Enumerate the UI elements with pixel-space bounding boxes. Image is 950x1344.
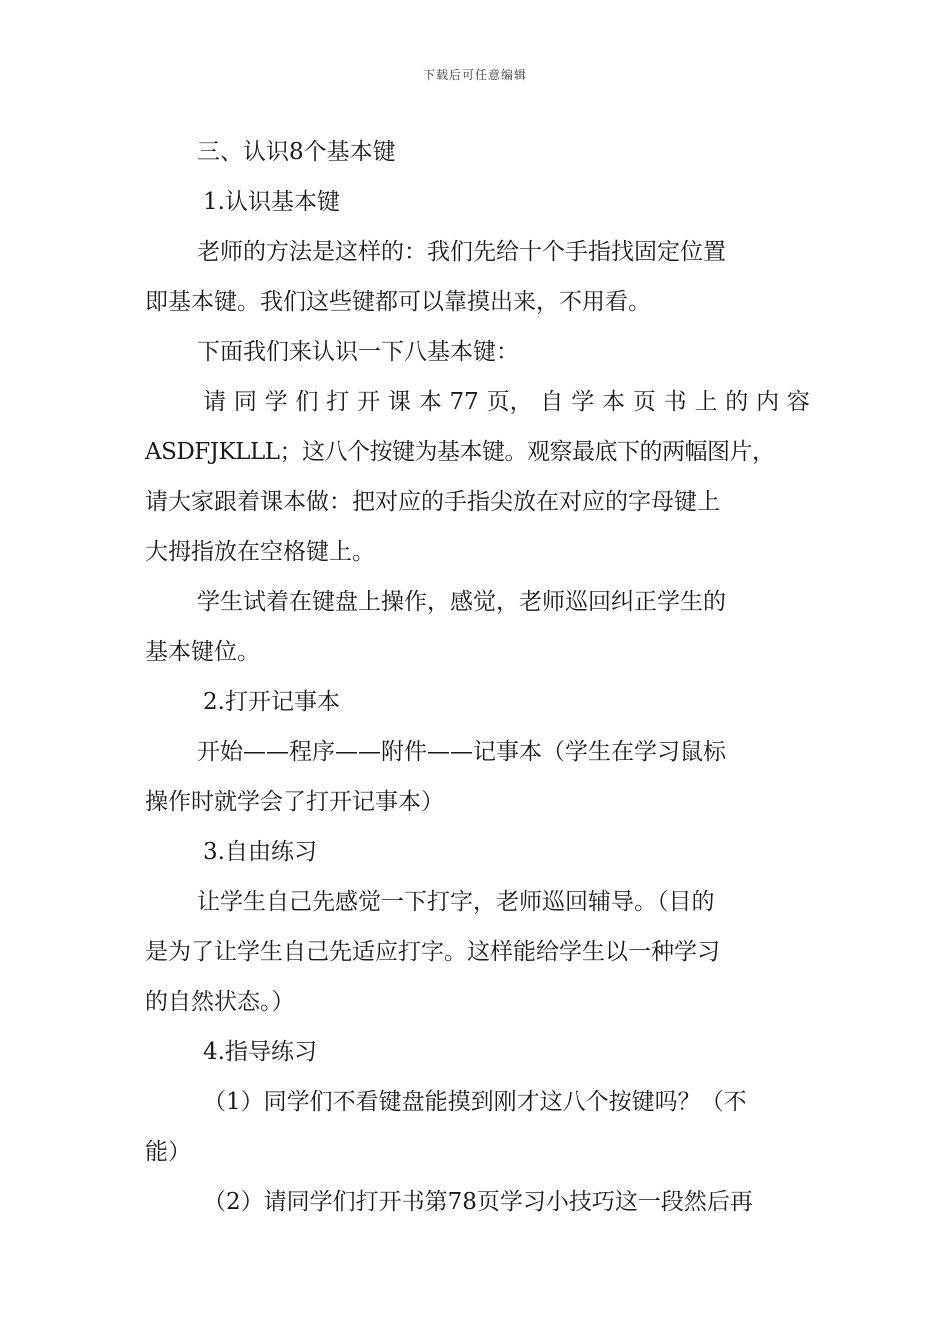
paragraph-line: 老师的方法是这样的：我们先给十个手指找固定位置 [197, 239, 726, 265]
justified-text-segment: 请 [203, 389, 226, 415]
subheading-3: 3.自由练习 [203, 839, 317, 865]
justified-text-segment: 的 [725, 389, 749, 415]
justified-text-segment: 书 [663, 389, 687, 415]
justified-text-segment: 同 [233, 389, 257, 415]
paragraph-line-justified [145, 377, 810, 427]
justified-text-segment: 上 [694, 389, 718, 415]
document-body [145, 127, 810, 1227]
paragraph-line: 下面我们来认识一下八基本键： [197, 339, 519, 365]
justified-text-segment: 自 [540, 389, 564, 415]
section-heading: 三、认识8个基本键 [197, 139, 396, 165]
justified-text-segment: 本 [418, 389, 442, 415]
justified-text-segment: 们 [295, 389, 319, 415]
subheading-1: 1.认识基本键 [203, 189, 340, 215]
paragraph-line: 请大家跟着课本做：把对应的手指尖放在对应的字母键上 [145, 489, 720, 515]
justified-text-segment: 77 [449, 389, 479, 415]
justified-text-segment: 容 [786, 389, 810, 415]
paragraph-line: 让学生自己先感觉一下打字，老师巡回辅导。（目的 [197, 889, 715, 915]
paragraph-line: 是为了让学生自己先适应打字。这样能给学生以一种学习 [145, 939, 720, 965]
paragraph-line: （2）请同学们打开书第78页学习小技巧这一段然后再 [203, 1189, 753, 1215]
paragraph-line: 大拇指放在空格键上。 [145, 539, 375, 565]
paragraph-line: 操作时就学会了打开记事本） [145, 789, 444, 815]
justified-text-segment: 课 [387, 389, 411, 415]
subheading-4: 4.指导练习 [203, 1039, 317, 1065]
paragraph-line: 的自然状态。） [145, 989, 295, 1015]
justified-text-segment: 本 [602, 389, 626, 415]
paragraph-line: 学生试着在键盘上操作，感觉，老师巡回纠正学生的 [197, 589, 726, 615]
paragraph-line: ASDFJKLLL；这八个按键为基本键。观察最底下的两幅图片， [145, 439, 775, 465]
paragraph-line: （1）同学们不看键盘能摸到刚才这八个按键吗？（不 [203, 1089, 747, 1115]
justified-text-segment: 学 [264, 389, 288, 415]
justified-text-segment: 内 [756, 389, 780, 415]
paragraph-line: 基本键位。 [145, 639, 260, 665]
justified-text-segment: 页， [486, 389, 533, 415]
justified-text-segment: 学 [571, 389, 595, 415]
paragraph-line: 开始——程序——附件——记事本（学生在学习鼠标 [197, 739, 726, 765]
justified-text-segment: 页 [632, 389, 656, 415]
header-note: 下载后可任意编辑 [422, 68, 527, 82]
paragraph-line: 能） [145, 1139, 191, 1165]
justified-text-segment: 打 [326, 389, 350, 415]
justified-text-segment: 开 [357, 389, 381, 415]
paragraph-line: 即基本键。我们这些键都可以靠摸出来，不用看。 [145, 289, 651, 315]
subheading-2: 2.打开记事本 [203, 689, 340, 715]
